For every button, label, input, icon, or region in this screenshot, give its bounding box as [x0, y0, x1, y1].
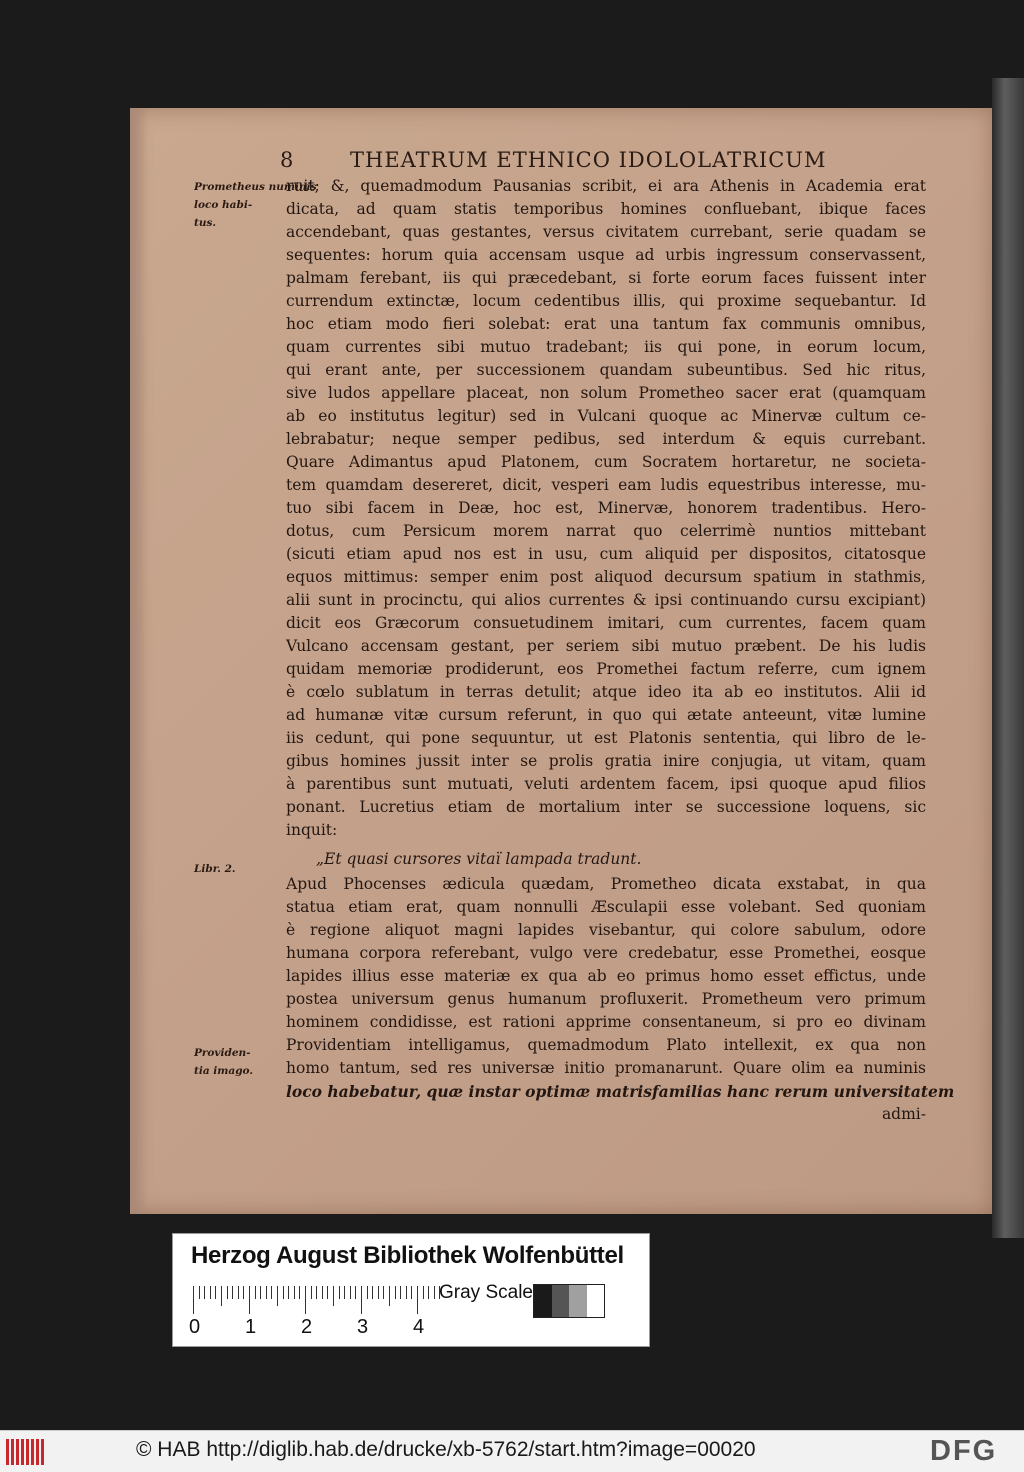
text-line: quidam memoriæ prodiderunt, eos Promethei factum referre, cum ignem [286, 660, 926, 678]
ruler-tick [221, 1286, 222, 1306]
ruler-number: 1 [245, 1316, 257, 1338]
ruler-tick [193, 1286, 194, 1314]
ruler-tick [339, 1286, 340, 1299]
text-line: quam currentes sibi mutuo tradebant; iis qui pone, in eorum locum, [286, 338, 926, 356]
logo-bar [36, 1439, 39, 1465]
ruler-tick [238, 1286, 239, 1299]
ruler-tick [227, 1286, 228, 1299]
text-line: lebrabatur; neque semper pedibus, sed interdum & equis currebant. [286, 430, 926, 448]
logo-bar [41, 1439, 44, 1465]
text-line: è regione aliquot magni lapides visebantur, qui colore sabulum, odore [286, 921, 926, 939]
ruler-tick [249, 1286, 250, 1314]
text-line: ponant. Lucretius etiam de mortalium inter se successione loquens, sic [286, 798, 926, 816]
ruler-tick [355, 1286, 356, 1299]
text-line: tuo sibi facem in Deæ, hoc est, Minervæ, honorem tradentibus. Hero- [286, 499, 926, 517]
text-line: qui erant ante, per successionem quandam subeuntibus. Sed hic ritus, [286, 361, 926, 379]
text-line: è cœlo sublatum in terras detulit; atque ideo ita ab eo institutos. Alii id [286, 683, 926, 701]
gray-swatch [552, 1285, 570, 1317]
text-line: inquit: [286, 821, 338, 839]
text-line: sequentes: horum quia accensam usque ad urbis ingressum conservassent, [286, 246, 926, 264]
ruler-tick [316, 1286, 317, 1299]
text-line: (sicuti etiam apud nos est in usu, cum aliquid per dispositos, citatosque [286, 545, 926, 563]
text-line: Quare Adimantus apud Platonem, cum Socratem hortaretur, ne societa- [286, 453, 926, 471]
ruler-tick [199, 1286, 200, 1299]
running-title: THEATRUM ETHNICO IDOLOLATRICUM [350, 148, 827, 172]
ruler-tick [305, 1286, 306, 1314]
logo-bar [6, 1439, 9, 1465]
text-line: postea universum genus humanum profluxerit. Prometheum vero primum [286, 990, 926, 1008]
ruler-tick [204, 1286, 205, 1299]
text-line: hominem condidisse, est rationi apprime consentaneum, si pro eo divinam [286, 1013, 926, 1031]
dfg-logo: DFG [930, 1435, 998, 1467]
page-shadow [130, 108, 148, 1214]
text-line: ad humanæ vitæ cursum referunt, in quo qui ætate anteeunt, vitæ lumine [286, 706, 926, 724]
ruler-tick [255, 1286, 256, 1299]
library-name: Herzog August Bibliothek Wolfenbüttel [191, 1242, 624, 1269]
margin-note: tus. [194, 217, 217, 229]
ruler-tick [423, 1286, 424, 1299]
ruler-tick [411, 1286, 412, 1299]
book-cover-edge [992, 78, 1024, 1238]
gray-swatch [587, 1285, 605, 1317]
text-line: currendum extinctæ, locum cedentibus illis, qui proxime sequebantur. Id [286, 292, 926, 310]
margin-note: Libr. 2. [194, 863, 236, 875]
text-line: hoc etiam modo fieri solebat: erat una tantum fax communis omnibus, [286, 315, 926, 333]
ruler-tick [322, 1286, 323, 1299]
text-line: dicit eos Græcorum consuetudinem imitari, cum currentes, facem quam [286, 614, 926, 632]
copyright-url: © HAB http://diglib.hab.de/drucke/xb-5762/start.htm?image=00020 [136, 1438, 756, 1461]
ruler-tick [383, 1286, 384, 1299]
text-line: sive ludos appellare placeat, non solum Prometheo sacer erat (quamquam [286, 384, 926, 402]
ruler [193, 1286, 425, 1314]
text-line: accendebant, quas gestantes, versus civitatem currebant, serie quadam se [286, 223, 926, 241]
ruler-tick [434, 1286, 435, 1299]
text-line: palmam ferebant, iis qui præcedebant, si forte eorum faces fuissent inter [286, 269, 926, 287]
footer-bar [0, 1430, 1024, 1472]
logo-bar [21, 1439, 24, 1465]
ruler-tick [311, 1286, 312, 1299]
ruler-tick [294, 1286, 295, 1299]
ruler-tick [400, 1286, 401, 1299]
ruler-tick [344, 1286, 345, 1299]
ruler-tick [372, 1286, 373, 1299]
ruler-tick [210, 1286, 211, 1299]
text-line: Providentiam intelligamus, quemadmodum Plato intellexit, ex qua non [286, 1036, 926, 1054]
ruler-tick [389, 1286, 390, 1306]
ruler-tick [406, 1286, 407, 1299]
ruler-tick [327, 1286, 328, 1299]
logo-bar [31, 1439, 34, 1465]
ruler-tick [288, 1286, 289, 1299]
ruler-tick [260, 1286, 261, 1299]
text-line: Apud Phocenses ædicula quædam, Prometheo dicata exstabat, in qua [286, 875, 926, 893]
text-line: equos mittimus: semper enim post aliquod decursum spatium in stathmis, [286, 568, 926, 586]
ruler-tick [417, 1286, 418, 1314]
ruler-tick [232, 1286, 233, 1299]
text-line: alii sunt in procinctu, qui alios currentes & ipsi continuando cursu excipiant) [286, 591, 926, 609]
color-scale-bar [172, 1233, 650, 1347]
gray-swatch [569, 1285, 587, 1317]
logo-bar [26, 1439, 29, 1465]
text-line: humana corpora referebant, vulgo vere credebatur, esse Promethei, eosque [286, 944, 926, 962]
running-header [280, 148, 970, 178]
margin-note: tia imago. [194, 1065, 254, 1077]
ruler-tick [283, 1286, 284, 1299]
text-line: Vulcano accensam gestant, per seriem sibi mutuo præbent. De his ludis [286, 637, 926, 655]
text-line: loco habebatur, quæ instar optimæ matrisfamilias hanc rerum universitatem [286, 1082, 955, 1101]
ruler-tick [271, 1286, 272, 1299]
ruler-tick [215, 1286, 216, 1299]
gray-scale-label: Gray Scale [439, 1282, 533, 1303]
text-line: homo tantum, sed res universæ initio promanarunt. Quare olim ea numinis [286, 1059, 926, 1077]
ruler-tick [299, 1286, 300, 1299]
book-page [130, 108, 992, 1214]
text-line: statua etiam erat, quam nonnulli Æsculapii esse volebant. Sed quoniam [286, 898, 926, 916]
text-line: gibus homines jussit inter se prolis gratia inire conjugia, ut vitam, quam [286, 752, 926, 770]
text-line: à parentibus sunt mutuati, veluti ardentem facem, ipsi quoque apud filios [286, 775, 926, 793]
ruler-tick [395, 1286, 396, 1299]
text-line: lapides illius esse materiæ ex qua ab eo primus homo esset effictus, unde [286, 967, 926, 985]
text-line: ab eo institutus legitur) sed in Vulcani quoque ac Minervæ cultum ce- [286, 407, 926, 425]
ruler-tick [361, 1286, 362, 1314]
text-line: iis cedunt, qui pone sequuntur, ut est Platonis sententia, qui libro de le- [286, 729, 926, 747]
ruler-tick [243, 1286, 244, 1299]
text-line: dotus, cum Persicum morem narrat quo celerrimè nuntios mittebant [286, 522, 926, 540]
catchword: admi- [881, 1105, 926, 1123]
ruler-tick [333, 1286, 334, 1306]
verse-quotation: „Et quasi cursores vitaï lampada tradunt. [316, 850, 642, 868]
ruler-tick [378, 1286, 379, 1299]
gray-scale-swatches [533, 1284, 605, 1318]
margin-note: Prometheus numinis [194, 181, 317, 193]
margin-note: loco habi- [194, 199, 253, 211]
text-line: ruit; &, quemadmodum Pausanias scribit, ei ara Athenis in Academia erat [286, 177, 926, 195]
ruler-number: 0 [189, 1316, 201, 1338]
ruler-tick [367, 1286, 368, 1299]
ruler-number: 3 [357, 1316, 369, 1338]
text-line: dicata, ad quam statis temporibus homines confluebant, ibique faces [286, 200, 926, 218]
logo-bar [16, 1439, 19, 1465]
logo-bar [11, 1439, 14, 1465]
ruler-tick [350, 1286, 351, 1299]
ruler-tick [428, 1286, 429, 1299]
ruler-tick [277, 1286, 278, 1306]
gray-swatch [534, 1285, 552, 1317]
ruler-number: 2 [301, 1316, 313, 1338]
ruler-number: 4 [413, 1316, 425, 1338]
text-line: tem quamdam desereret, dicit, vesperi eam ludis equestribus interesse, mu- [286, 476, 926, 494]
hab-logo-icon [6, 1439, 46, 1465]
margin-note: Providen- [194, 1047, 251, 1059]
ruler-tick [266, 1286, 267, 1299]
page-number: 8 [280, 148, 295, 172]
